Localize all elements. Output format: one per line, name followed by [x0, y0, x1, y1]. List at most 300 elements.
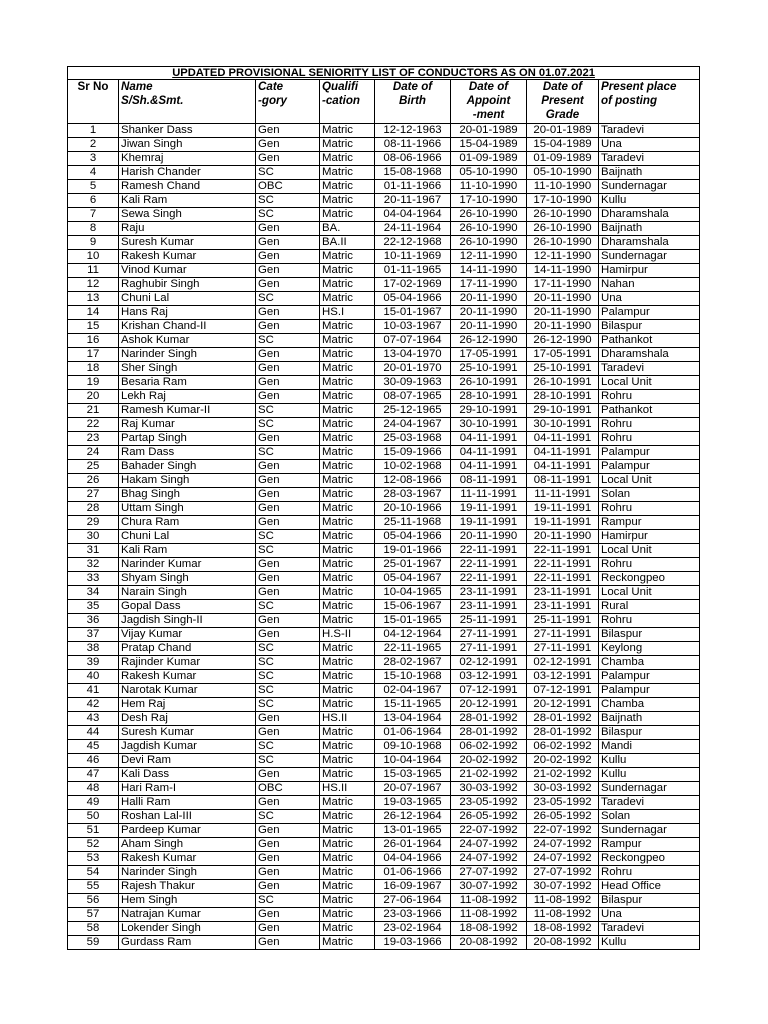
cell-date-of-present-grade: 28-01-1992 [527, 726, 599, 740]
cell-present-posting: Bilaspur [599, 628, 700, 642]
cell-date-of-birth: 02-04-1967 [375, 684, 451, 698]
table-row [68, 936, 700, 950]
cell-date-of-birth: 10-11-1969 [375, 250, 451, 264]
cell-date-of-appointment: 11-08-1992 [451, 894, 527, 908]
cell-qualification: Matric [320, 530, 375, 544]
table-row [68, 376, 700, 390]
title-row [68, 67, 700, 80]
column-header-category: Cate -gory [256, 80, 320, 124]
cell-category: Gen [256, 516, 320, 530]
cell-date-of-present-grade: 29-10-1991 [527, 404, 599, 418]
cell-qualification: Matric [320, 922, 375, 936]
table-row [68, 404, 700, 418]
cell-date-of-present-grade: 20-11-1990 [527, 292, 599, 306]
cell-present-posting: Kullu [599, 768, 700, 782]
cell-sr-no: 57 [68, 908, 119, 922]
cell-date-of-birth: 09-10-1968 [375, 740, 451, 754]
cell-sr-no: 35 [68, 600, 119, 614]
cell-date-of-present-grade: 03-12-1991 [527, 670, 599, 684]
cell-name: Narinder Singh [119, 866, 256, 880]
cell-date-of-birth: 28-02-1967 [375, 656, 451, 670]
cell-date-of-appointment: 11-10-1990 [451, 180, 527, 194]
cell-name: Vijay Kumar [119, 628, 256, 642]
cell-sr-no: 2 [68, 138, 119, 152]
cell-date-of-appointment: 04-11-1991 [451, 446, 527, 460]
cell-date-of-appointment: 29-10-1991 [451, 404, 527, 418]
cell-date-of-present-grade: 25-11-1991 [527, 614, 599, 628]
cell-date-of-present-grade: 27-11-1991 [527, 628, 599, 642]
cell-category: Gen [256, 306, 320, 320]
cell-date-of-appointment: 26-12-1990 [451, 334, 527, 348]
cell-qualification: Matric [320, 166, 375, 180]
cell-sr-no: 55 [68, 880, 119, 894]
cell-date-of-present-grade: 11-08-1992 [527, 894, 599, 908]
cell-qualification: Matric [320, 376, 375, 390]
cell-date-of-birth: 13-04-1964 [375, 712, 451, 726]
cell-date-of-present-grade: 06-02-1992 [527, 740, 599, 754]
cell-name: Roshan Lal-III [119, 810, 256, 824]
cell-date-of-appointment: 11-08-1992 [451, 908, 527, 922]
cell-present-posting: Hamirpur [599, 530, 700, 544]
cell-name: Vinod Kumar [119, 264, 256, 278]
cell-name: Rakesh Kumar [119, 250, 256, 264]
cell-sr-no: 50 [68, 810, 119, 824]
cell-date-of-birth: 10-04-1965 [375, 586, 451, 600]
cell-present-posting: Dharamshala [599, 208, 700, 222]
cell-qualification: Matric [320, 600, 375, 614]
cell-date-of-present-grade: 23-05-1992 [527, 796, 599, 810]
cell-date-of-birth: 20-11-1967 [375, 194, 451, 208]
cell-date-of-present-grade: 17-10-1990 [527, 194, 599, 208]
cell-sr-no: 20 [68, 390, 119, 404]
cell-qualification: Matric [320, 824, 375, 838]
cell-name: Krishan Chand-II [119, 320, 256, 334]
cell-category: SC [256, 208, 320, 222]
cell-category: Gen [256, 222, 320, 236]
cell-category: Gen [256, 712, 320, 726]
cell-name: Narain Singh [119, 586, 256, 600]
cell-category: Gen [256, 824, 320, 838]
cell-date-of-appointment: 01-09-1989 [451, 152, 527, 166]
cell-name: Pardeep Kumar [119, 824, 256, 838]
cell-sr-no: 48 [68, 782, 119, 796]
cell-date-of-present-grade: 26-05-1992 [527, 810, 599, 824]
cell-category: Gen [256, 362, 320, 376]
cell-present-posting: Una [599, 292, 700, 306]
cell-category: SC [256, 656, 320, 670]
cell-date-of-appointment: 20-08-1992 [451, 936, 527, 950]
cell-date-of-present-grade: 04-11-1991 [527, 446, 599, 460]
cell-present-posting: Bilaspur [599, 320, 700, 334]
cell-date-of-appointment: 22-11-1991 [451, 544, 527, 558]
cell-present-posting: Kullu [599, 194, 700, 208]
cell-date-of-present-grade: 26-12-1990 [527, 334, 599, 348]
cell-date-of-birth: 08-06-1966 [375, 152, 451, 166]
cell-qualification: Matric [320, 880, 375, 894]
cell-date-of-appointment: 20-11-1990 [451, 320, 527, 334]
cell-date-of-appointment: 07-12-1991 [451, 684, 527, 698]
cell-sr-no: 28 [68, 502, 119, 516]
cell-category: Gen [256, 264, 320, 278]
cell-qualification: Matric [320, 474, 375, 488]
cell-name: Partap Singh [119, 432, 256, 446]
cell-name: Besaria Ram [119, 376, 256, 390]
cell-date-of-present-grade: 02-12-1991 [527, 656, 599, 670]
table-row [68, 796, 700, 810]
cell-qualification: Matric [320, 684, 375, 698]
cell-date-of-appointment: 04-11-1991 [451, 460, 527, 474]
cell-category: Gen [256, 614, 320, 628]
cell-date-of-appointment: 20-12-1991 [451, 698, 527, 712]
cell-qualification: Matric [320, 320, 375, 334]
cell-date-of-appointment: 15-04-1989 [451, 138, 527, 152]
cell-date-of-birth: 12-12-1963 [375, 124, 451, 138]
column-header-sr-no: Sr No [68, 80, 119, 124]
cell-date-of-present-grade: 27-11-1991 [527, 642, 599, 656]
cell-date-of-appointment: 20-11-1990 [451, 530, 527, 544]
cell-category: Gen [256, 572, 320, 586]
cell-date-of-present-grade: 22-11-1991 [527, 558, 599, 572]
cell-category: Gen [256, 250, 320, 264]
cell-date-of-birth: 15-01-1965 [375, 614, 451, 628]
cell-sr-no: 53 [68, 852, 119, 866]
cell-category: Gen [256, 866, 320, 880]
cell-date-of-birth: 16-09-1967 [375, 880, 451, 894]
cell-name: Suresh Kumar [119, 236, 256, 250]
cell-present-posting: Taradevi [599, 152, 700, 166]
cell-date-of-birth: 20-10-1966 [375, 502, 451, 516]
cell-date-of-present-grade: 14-11-1990 [527, 264, 599, 278]
cell-present-posting: Rohru [599, 558, 700, 572]
cell-date-of-present-grade: 20-11-1990 [527, 306, 599, 320]
cell-sr-no: 39 [68, 656, 119, 670]
cell-name: Lokender Singh [119, 922, 256, 936]
cell-sr-no: 9 [68, 236, 119, 250]
cell-category: SC [256, 404, 320, 418]
cell-name: Chuni Lal [119, 530, 256, 544]
cell-qualification: Matric [320, 446, 375, 460]
cell-qualification: Matric [320, 544, 375, 558]
cell-name: Halli Ram [119, 796, 256, 810]
cell-sr-no: 30 [68, 530, 119, 544]
cell-qualification: Matric [320, 670, 375, 684]
cell-date-of-birth: 05-04-1967 [375, 572, 451, 586]
cell-date-of-appointment: 22-07-1992 [451, 824, 527, 838]
cell-name: Ramesh Chand [119, 180, 256, 194]
cell-date-of-appointment: 28-10-1991 [451, 390, 527, 404]
cell-category: SC [256, 698, 320, 712]
cell-date-of-birth: 22-12-1968 [375, 236, 451, 250]
cell-category: SC [256, 754, 320, 768]
cell-sr-no: 58 [68, 922, 119, 936]
cell-category: Gen [256, 502, 320, 516]
cell-present-posting: Taradevi [599, 922, 700, 936]
table-row [68, 782, 700, 796]
cell-present-posting: Bilaspur [599, 726, 700, 740]
cell-present-posting: Chamba [599, 656, 700, 670]
cell-name: Pratap Chand [119, 642, 256, 656]
table-row [68, 572, 700, 586]
table-row [68, 824, 700, 838]
cell-present-posting: Palampur [599, 670, 700, 684]
cell-qualification: Matric [320, 642, 375, 656]
cell-category: Gen [256, 768, 320, 782]
cell-name: Jiwan Singh [119, 138, 256, 152]
cell-date-of-present-grade: 17-05-1991 [527, 348, 599, 362]
table-row [68, 922, 700, 936]
cell-date-of-birth: 24-11-1964 [375, 222, 451, 236]
cell-date-of-present-grade: 23-11-1991 [527, 586, 599, 600]
cell-category: Gen [256, 488, 320, 502]
cell-sr-no: 44 [68, 726, 119, 740]
cell-name: Shanker Dass [119, 124, 256, 138]
cell-category: SC [256, 334, 320, 348]
cell-present-posting: Local Unit [599, 544, 700, 558]
cell-date-of-birth: 15-09-1966 [375, 446, 451, 460]
cell-qualification: Matric [320, 796, 375, 810]
cell-name: Kali Ram [119, 544, 256, 558]
cell-sr-no: 59 [68, 936, 119, 950]
cell-category: SC [256, 544, 320, 558]
cell-date-of-birth: 15-08-1968 [375, 166, 451, 180]
cell-category: Gen [256, 922, 320, 936]
cell-date-of-birth: 01-11-1966 [375, 180, 451, 194]
cell-qualification: Matric [320, 558, 375, 572]
cell-name: Chura Ram [119, 516, 256, 530]
cell-sr-no: 8 [68, 222, 119, 236]
cell-date-of-present-grade: 21-02-1992 [527, 768, 599, 782]
cell-date-of-birth: 15-06-1967 [375, 600, 451, 614]
header-row [68, 80, 700, 124]
table-row [68, 348, 700, 362]
table-row [68, 390, 700, 404]
cell-date-of-present-grade: 25-10-1991 [527, 362, 599, 376]
cell-sr-no: 45 [68, 740, 119, 754]
cell-date-of-birth: 20-07-1967 [375, 782, 451, 796]
cell-date-of-birth: 01-11-1965 [375, 264, 451, 278]
cell-name: Shyam Singh [119, 572, 256, 586]
cell-name: Kali Ram [119, 194, 256, 208]
cell-category: Gen [256, 152, 320, 166]
cell-date-of-birth: 24-04-1967 [375, 418, 451, 432]
table-row [68, 712, 700, 726]
cell-date-of-birth: 01-06-1964 [375, 726, 451, 740]
cell-date-of-appointment: 17-05-1991 [451, 348, 527, 362]
cell-date-of-birth: 08-07-1965 [375, 390, 451, 404]
cell-category: Gen [256, 376, 320, 390]
cell-name: Sewa Singh [119, 208, 256, 222]
cell-category: Gen [256, 390, 320, 404]
column-header-date-of-appointment: Date of Appoint -ment [451, 80, 527, 124]
cell-date-of-present-grade: 26-10-1990 [527, 236, 599, 250]
cell-name: Ramesh Kumar-II [119, 404, 256, 418]
cell-date-of-present-grade: 20-01-1989 [527, 124, 599, 138]
cell-date-of-birth: 25-11-1968 [375, 516, 451, 530]
cell-name: Hem Singh [119, 894, 256, 908]
cell-qualification: HS.I [320, 306, 375, 320]
cell-sr-no: 23 [68, 432, 119, 446]
cell-date-of-present-grade: 19-11-1991 [527, 516, 599, 530]
cell-present-posting: Solan [599, 810, 700, 824]
table-row [68, 754, 700, 768]
cell-date-of-birth: 04-12-1964 [375, 628, 451, 642]
cell-present-posting: Una [599, 908, 700, 922]
cell-date-of-present-grade: 08-11-1991 [527, 474, 599, 488]
table-row [68, 194, 700, 208]
cell-date-of-appointment: 23-11-1991 [451, 600, 527, 614]
cell-date-of-present-grade: 04-11-1991 [527, 460, 599, 474]
table-row [68, 138, 700, 152]
cell-date-of-present-grade: 05-10-1990 [527, 166, 599, 180]
cell-date-of-appointment: 20-02-1992 [451, 754, 527, 768]
cell-qualification: Matric [320, 334, 375, 348]
cell-date-of-present-grade: 22-07-1992 [527, 824, 599, 838]
table-row [68, 502, 700, 516]
cell-sr-no: 26 [68, 474, 119, 488]
cell-date-of-birth: 27-06-1964 [375, 894, 451, 908]
cell-category: Gen [256, 936, 320, 950]
table-row [68, 292, 700, 306]
table-row [68, 656, 700, 670]
table-row [68, 698, 700, 712]
cell-category: SC [256, 530, 320, 544]
cell-name: Jagdish Singh-II [119, 614, 256, 628]
cell-present-posting: Baijnath [599, 712, 700, 726]
cell-date-of-birth: 10-04-1964 [375, 754, 451, 768]
table-row [68, 530, 700, 544]
cell-name: Gopal Dass [119, 600, 256, 614]
cell-name: Narotak Kumar [119, 684, 256, 698]
cell-date-of-appointment: 02-12-1991 [451, 656, 527, 670]
cell-present-posting: Palampur [599, 460, 700, 474]
cell-present-posting: Head Office [599, 880, 700, 894]
cell-date-of-appointment: 24-07-1992 [451, 838, 527, 852]
cell-present-posting: Sundernagar [599, 824, 700, 838]
cell-category: SC [256, 684, 320, 698]
cell-sr-no: 17 [68, 348, 119, 362]
table-row [68, 306, 700, 320]
table-row [68, 124, 700, 138]
table-row [68, 250, 700, 264]
seniority-table [67, 66, 700, 950]
cell-date-of-present-grade: 26-10-1990 [527, 222, 599, 236]
table-row [68, 362, 700, 376]
cell-present-posting: Bilaspur [599, 894, 700, 908]
cell-date-of-birth: 19-01-1966 [375, 544, 451, 558]
cell-date-of-birth: 10-03-1967 [375, 320, 451, 334]
cell-present-posting: Palampur [599, 306, 700, 320]
cell-category: Gen [256, 838, 320, 852]
cell-qualification: Matric [320, 586, 375, 600]
cell-sr-no: 25 [68, 460, 119, 474]
cell-sr-no: 54 [68, 866, 119, 880]
cell-sr-no: 14 [68, 306, 119, 320]
cell-sr-no: 36 [68, 614, 119, 628]
cell-sr-no: 46 [68, 754, 119, 768]
cell-qualification: Matric [320, 264, 375, 278]
cell-qualification: Matric [320, 810, 375, 824]
table-row [68, 264, 700, 278]
cell-date-of-appointment: 08-11-1991 [451, 474, 527, 488]
cell-sr-no: 22 [68, 418, 119, 432]
cell-date-of-present-grade: 18-08-1992 [527, 922, 599, 936]
cell-category: SC [256, 194, 320, 208]
cell-name: Aham Singh [119, 838, 256, 852]
cell-date-of-birth: 19-03-1966 [375, 936, 451, 950]
column-header-name: Name S/Sh.&Smt. [119, 80, 256, 124]
cell-sr-no: 42 [68, 698, 119, 712]
cell-category: OBC [256, 782, 320, 796]
cell-qualification: Matric [320, 250, 375, 264]
cell-sr-no: 18 [68, 362, 119, 376]
cell-date-of-appointment: 19-11-1991 [451, 502, 527, 516]
cell-date-of-appointment: 05-10-1990 [451, 166, 527, 180]
cell-date-of-birth: 26-01-1964 [375, 838, 451, 852]
cell-category: SC [256, 446, 320, 460]
cell-qualification: Matric [320, 390, 375, 404]
cell-date-of-present-grade: 20-02-1992 [527, 754, 599, 768]
cell-date-of-birth: 22-11-1965 [375, 642, 451, 656]
cell-qualification: Matric [320, 516, 375, 530]
cell-date-of-appointment: 26-10-1991 [451, 376, 527, 390]
column-header-date-of-present-grade: Date of Present Grade [527, 80, 599, 124]
cell-date-of-present-grade: 15-04-1989 [527, 138, 599, 152]
cell-date-of-present-grade: 17-11-1990 [527, 278, 599, 292]
cell-date-of-present-grade: 01-09-1989 [527, 152, 599, 166]
cell-category: Gen [256, 908, 320, 922]
cell-name: Khemraj [119, 152, 256, 166]
cell-name: Rakesh Kumar [119, 852, 256, 866]
column-header-present-posting: Present place of posting [599, 80, 700, 124]
table-row [68, 838, 700, 852]
cell-present-posting: Rohru [599, 502, 700, 516]
cell-sr-no: 24 [68, 446, 119, 460]
table-row [68, 418, 700, 432]
cell-category: SC [256, 642, 320, 656]
cell-date-of-present-grade: 07-12-1991 [527, 684, 599, 698]
table-row [68, 684, 700, 698]
cell-sr-no: 43 [68, 712, 119, 726]
cell-date-of-birth: 12-08-1966 [375, 474, 451, 488]
cell-date-of-present-grade: 26-10-1990 [527, 208, 599, 222]
cell-name: Lekh Raj [119, 390, 256, 404]
table-row [68, 726, 700, 740]
cell-present-posting: Sundernagar [599, 250, 700, 264]
cell-date-of-appointment: 21-02-1992 [451, 768, 527, 782]
cell-date-of-appointment: 28-01-1992 [451, 712, 527, 726]
cell-category: Gen [256, 586, 320, 600]
cell-date-of-appointment: 17-10-1990 [451, 194, 527, 208]
cell-category: Gen [256, 460, 320, 474]
cell-name: Bahader Singh [119, 460, 256, 474]
table-body [68, 124, 700, 950]
cell-date-of-birth: 15-10-1968 [375, 670, 451, 684]
table-row [68, 180, 700, 194]
cell-date-of-appointment: 30-03-1992 [451, 782, 527, 796]
cell-date-of-birth: 13-04-1970 [375, 348, 451, 362]
cell-date-of-birth: 04-04-1964 [375, 208, 451, 222]
cell-present-posting: Pathankot [599, 334, 700, 348]
cell-sr-no: 51 [68, 824, 119, 838]
table-row [68, 460, 700, 474]
cell-category: SC [256, 894, 320, 908]
cell-date-of-present-grade: 24-07-1992 [527, 852, 599, 866]
cell-date-of-birth: 04-04-1966 [375, 852, 451, 866]
cell-sr-no: 29 [68, 516, 119, 530]
cell-name: Hari Ram-I [119, 782, 256, 796]
cell-sr-no: 10 [68, 250, 119, 264]
cell-present-posting: Palampur [599, 446, 700, 460]
